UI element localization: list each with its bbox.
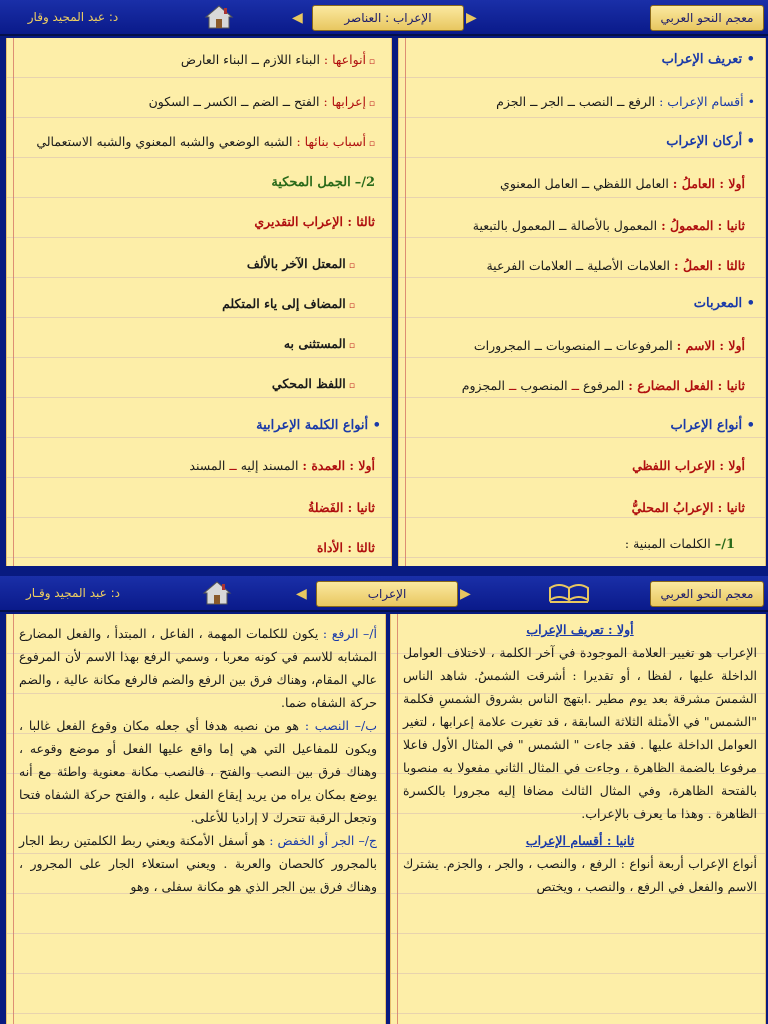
item-complement: ثانيا : الفَضلةُ xyxy=(308,500,375,515)
sub-ya: ▫ المضاف إلى ياء المتكلم xyxy=(222,296,355,311)
item-causes: ▫ أسباب بنائها : الشبه الوضعي والشبه المعنوي والشبه الاستعمالي xyxy=(36,134,375,149)
bullet-types: • أنواع الإعراب xyxy=(670,418,755,433)
bullet-word-types: • أنواع الكلمة الإعرابية xyxy=(256,418,381,433)
home-icon-bottom[interactable] xyxy=(202,580,232,606)
top-header-bar xyxy=(0,0,768,36)
page-title: الإعراب : العناصر xyxy=(312,5,464,31)
divisions-text: أنواع الإعراب أربعة أنواع : الرفع ، والنصب ، والجر ، والجزم. يشترك الاسم والفعل في الرفع ، والنصب ، ويختص xyxy=(403,856,757,894)
bullet-divisions: • أقسام الإعراب : الرفع ــ النصب ــ الجر ــ الجزم xyxy=(496,94,755,109)
item-verb: ثانيا : الفعل المضارع : المرفوع ــ المنصوب ــ المجزوم xyxy=(461,378,745,393)
item-factor: أولا : العاملُ : العامل اللفظي ــ العامل المعنوي xyxy=(500,176,745,191)
bullet-pillars: • أركان الإعراب xyxy=(666,134,755,149)
divisions-title: ثانيا : أقسام الإعراب xyxy=(525,833,635,848)
item-built-words: 1/– الكلمات المبنية : xyxy=(624,536,735,552)
top-right-panel xyxy=(398,38,766,566)
nasb-paragraph: ب/– النصب : هو من نصبه هدفا أي جعله مكان وقوع الفعل غالبا ، ويكون للمفاعيل التي هي إما واقع عليها الفعل أو موضع وقوعه ، وهناك فرق بين النصب والفتح ، فالنصب مكانة معنوية واطئة مع أنه يوضع بمكان يراه من يريد إيقاع الفعل عليه ، والفتح حركة الشفاه فتحا وتجعل الرقبة تتحرك لا إراديا للأعلى. xyxy=(19,718,377,825)
next-arrow-icon-bottom[interactable]: ▶ xyxy=(460,586,471,602)
author-label-bottom: د: عبد المجيد وقـار xyxy=(25,586,120,600)
item-work: ثالثا : العملُ : العلامات الأصلية ــ العلامات الفرعية xyxy=(486,258,745,273)
home-icon[interactable] xyxy=(204,4,234,30)
bullet-declinables: • المعربات xyxy=(693,296,755,311)
prev-arrow-icon[interactable]: ◀ xyxy=(292,10,303,26)
definition-text: الإعراب هو تغيير العلامة الموجودة في آخر الكلمة ، لاختلاف العوامل الداخلة عليها ، لفظا ، أو تقديرا : أشرقت الشمسُ. شاهد الناس الشمسَ مشرقة بعد يوم مطير .ابتهج الناس بشروق الشمسِ فكلمة "الشمس" في الأمثلة الثلاثة السابقة ، قد تغيرت علامة إعرابها ، لتغير العوامل الداخلة عليها . فقد جاءت " الشمس " في المثال الأول فاعلا مرفوعا بالضمة الظاهرة ، وجاءت في المثال الثاني مفعولا به منصوبا بالفتحة الظاهرة، وفي المثال الثالث مضافا إليه مجرورا بالكسرة الظاهرة . وهذا ما يعرف بالإعراب. xyxy=(403,645,757,821)
item-kinds: ▫ أنواعها : البناء اللازم ــ البناء العارض xyxy=(180,52,375,67)
bullet-definition: • تعريف الإعراب xyxy=(661,52,755,67)
next-arrow-icon[interactable]: ▶ xyxy=(466,10,477,26)
bottom-header-bar xyxy=(0,576,768,612)
item-particle: ثالثا : الأداة xyxy=(316,540,375,555)
raf-paragraph: أ/– الرفع : يكون للكلمات المهمة ، الفاعل ، المبتدأ ، والفعل المضارع المشابه للاسم في كونه معربا ، وسمي الرفع بهذا الاسم لأن المرفوع عالي المقام، وهناك فرق بين الرفع والضم فالرفع مكانة عالية ، والضم حركة الشفاه ضما. xyxy=(19,626,377,710)
item-quoted-sentences: 2/– الجمل المحكية xyxy=(271,175,375,190)
definition-section xyxy=(403,618,757,898)
item-verbal: أولا : الإعراب اللفظي xyxy=(632,458,745,473)
top-left-panel xyxy=(6,38,392,566)
dictionary-label[interactable]: معجم النحو العربي xyxy=(650,5,764,31)
bottom-left-panel xyxy=(6,614,386,1024)
item-noun: أولا : الاسم : المرفوعات ــ المنصوبات ــ المجرورات xyxy=(473,338,745,353)
jarr-paragraph: ج/– الجر أو الخفض : هو أسفل الأمكنة ويعني ربط الكلمتين ربط الجار بالمجرور كالحصان والعربة . ويعني استعلاء الجار على المجرور ، وهناك فرق بين الجر الذي هو مكانة سفلى ، وهو xyxy=(19,833,377,894)
item-pillar: أولا : العمدة : المسند إليه ــ المسند xyxy=(189,458,375,473)
page-title-bottom: الإعراب xyxy=(316,581,458,607)
bottom-right-panel xyxy=(390,614,766,1024)
book-icon[interactable] xyxy=(548,584,590,608)
dictionary-label-bottom[interactable]: معجم النحو العربي xyxy=(650,581,764,607)
item-parsing: ▫ إعرابها : الفتح ــ الضم ــ الكسر ــ السكون xyxy=(148,94,375,109)
item-local: ثانيا : الإعرابُ المحليُّ xyxy=(631,500,745,515)
author-label: د: عبد المجيد وقار xyxy=(27,10,119,24)
item-governed: ثانيا : المعمولُ : المعمول بالأصالة ــ المعمول بالتبعية xyxy=(472,218,745,233)
sub-quoted-word: ▫ اللفظ المحكي xyxy=(271,376,355,391)
prev-arrow-icon-bottom[interactable]: ◀ xyxy=(296,586,307,602)
item-implied: ثالثا : الإعراب التقديري xyxy=(254,214,375,229)
sub-exception: ▫ المستثنى به xyxy=(283,336,355,351)
sub-alif: ▫ المعتل الآخر بالألف xyxy=(246,256,355,271)
cases-section xyxy=(19,622,377,898)
definition-title: أولا : تعريف الإعراب xyxy=(526,622,634,637)
